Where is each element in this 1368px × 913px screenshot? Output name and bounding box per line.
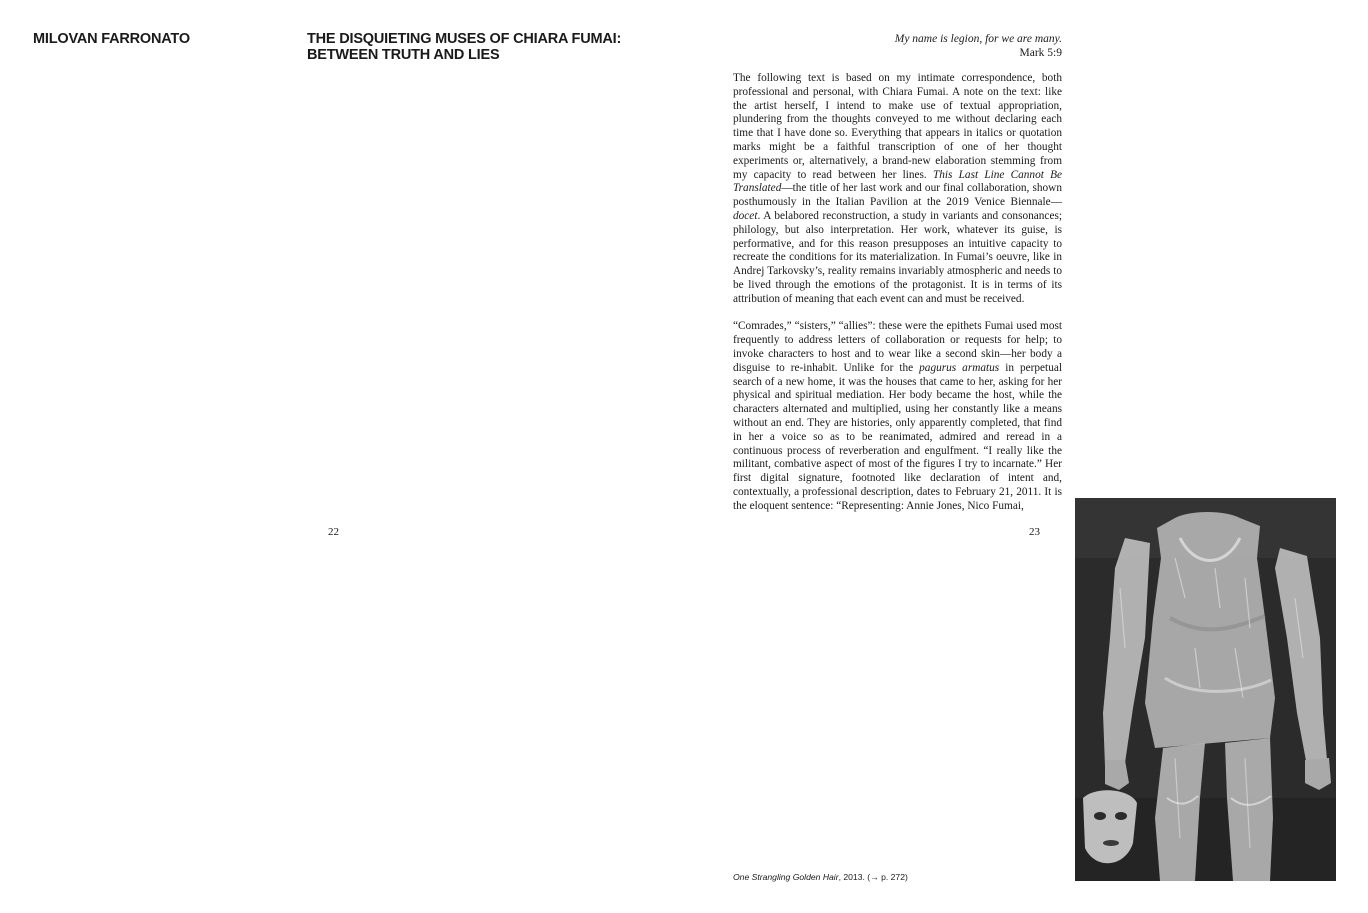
caption-details: , 2013. (→ p. 272) [838, 872, 908, 882]
paragraph-2-part-a: “Comrades,” “sisters,” “allies”: these were the epithets Fumai used most frequently to address letters of collaboration or requests for help; to invoke characters to host and to wear like a second skin—her body a disguise to re-inhabit. Unlike for the [733, 320, 1062, 374]
epigraph-citation: Mark 5:9 [1019, 47, 1062, 59]
author-name: MILOVAN FARRONATO [33, 31, 190, 47]
image-caption [733, 872, 908, 882]
essay-title-line-2: BETWEEN TRUTH AND LIES [307, 47, 500, 63]
caption-work-title: One Strangling Golden Hair [733, 872, 839, 882]
latin-term-italic: pagurus armatus [919, 361, 1000, 374]
artwork-photo-icon [1075, 498, 1336, 881]
essay-title-line-1: THE DISQUIETING MUSES OF CHIARA FUMAI: [307, 31, 622, 47]
docet-italic: docet [733, 209, 758, 222]
page-number-right: 23 [1029, 526, 1040, 538]
paragraph-1-part-b: —the title of her last work and our final collaboration, shown posthumously in the Italian Pavilion at the 2019 Venice Biennale— [733, 182, 1062, 209]
right-leg-shape [1225, 738, 1273, 881]
work-title-italic: This Last Line Cannot Be Translated [733, 168, 1062, 195]
paragraph-2 [733, 320, 1062, 513]
paragraph-1-part-c: . A belabored reconstruction, a study in variants and consonances; philology, but also interpretation. Her work, whatever its guise, is performative, and for this reason presupposes an intuitive capacity to recreate the conditions for its materialization. In Fumai’s oeuvre, like in Andrej Tarkovsky’s, reality remains invariably atmospheric and needs to be lived through the emotions of the protagonist. It is in terms of its attribution of meaning that each event can and must be received. [733, 209, 1062, 305]
essay-body [733, 72, 1062, 516]
page-number-left: 22 [328, 526, 339, 538]
paragraph-1-part-a: The following text is based on my intimate correspondence, both professional and personal, with Chiara Fumai. A note on the text: like the artist herself, I intend to make use of textual appropriation, plundering from the thoughts conveyed to me without declaring each time that I have done so. Everything that appears in italics or quotation marks might be a faithful transcription of one of her thought experiments or, alternatively, a brand-new elaboration stemming from my capacity to read between her lines. [733, 72, 1062, 181]
epigraph-quote: My name is legion, for we are many. [894, 33, 1062, 45]
paragraph-1 [733, 72, 1062, 307]
essay-title [307, 31, 621, 63]
epigraph [762, 32, 1062, 60]
paragraph-2-part-b: in perpetual search of a new home, it was the houses that came to her, asking for her physical and spiritual mediation. Her body became the host, while the characters alternated and multiplied, using her constantly like a means without an end. They are histories, only apparently completed, that find in her a voice so as to be reanimated, admired and reread in a continuous process of reverberation and engulfment. “I really like the militant, combative aspect of most of the figures I try to incarnate.” Her first digital signature, footnoted like declaration of intent and, contextually, a professional description, dates to February 21, 2011. It is the eloquent sentence: “Representing: Annie Jones, Nico Fumai, [733, 361, 1062, 512]
